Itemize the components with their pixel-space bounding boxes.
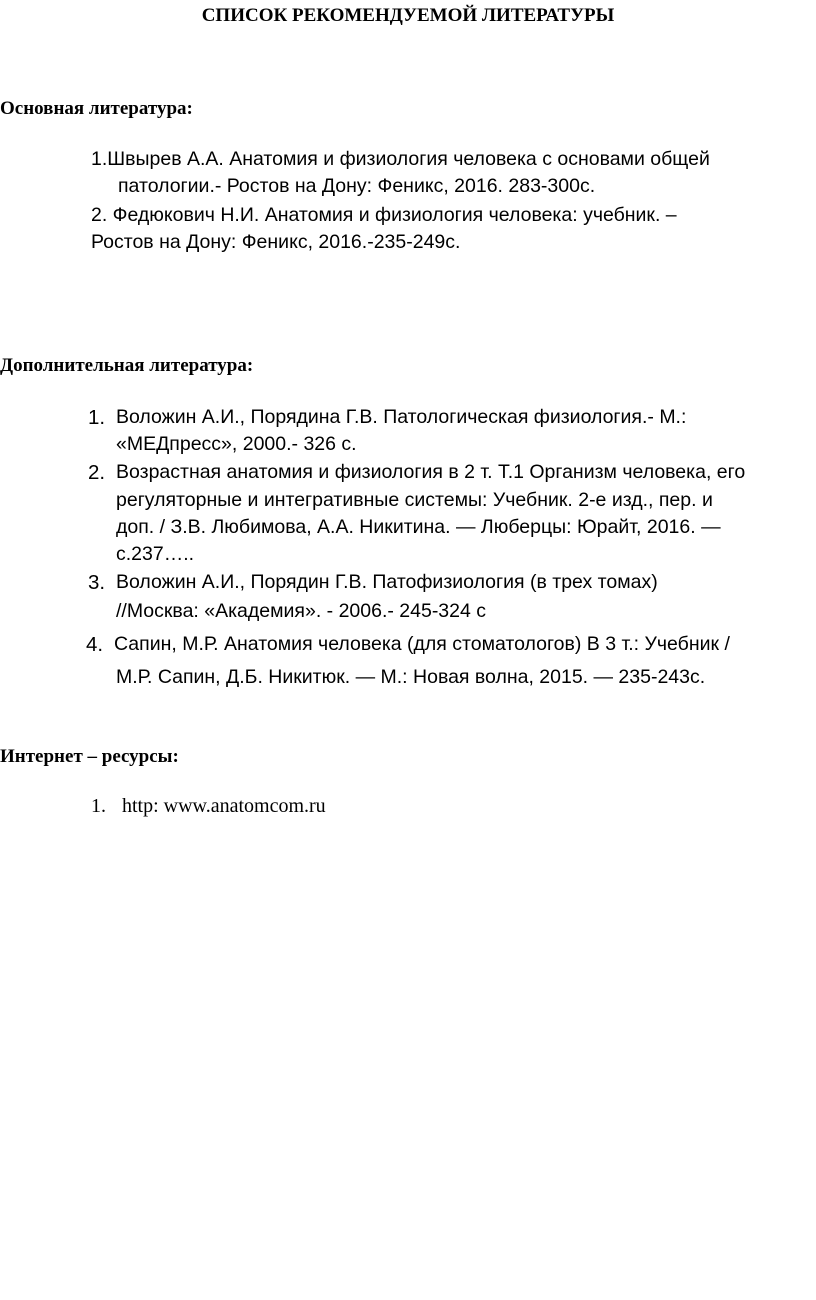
additional-item-1-line-2: «МЕДпресс», 2000.- 326 с. (116, 433, 357, 455)
internet-resources-heading: Интернет – ресурсы: (0, 746, 179, 767)
main-literature-heading: Основная литература: (0, 98, 193, 119)
main-item-2-line-1: 2. Федюкович Н.И. Анатомия и физиология человека: учебник. – (91, 204, 677, 226)
main-item-2-line-2: Ростов на Дону: Феникс, 2016.-235-249с. (91, 231, 461, 253)
additional-item-2-line-1: Возрастная анатомия и физиология в 2 т. Т.1 Организм человека, его (116, 461, 746, 483)
additional-item-2-line-3: доп. / З.В. Любимова, А.А. Никитина. — Люберцы: Юрайт, 2016. — (116, 516, 721, 538)
additional-item-2-line-2: регуляторные и интегративные системы: Учебник. 2-е изд., пер. и (116, 489, 713, 511)
additional-item-3-line-2: //Москва: «Академия». - 2006.- 245-324 с (116, 600, 487, 622)
additional-item-3-line-1: Воложин А.И., Порядин Г.В. Патофизиология (в трех томах) (116, 571, 658, 593)
additional-item-4-number: 4. (86, 633, 104, 656)
internet-item-1-number: 1. (91, 795, 106, 817)
additional-item-4-line-2: М.Р. Сапин, Д.Б. Никитюк. — М.: Новая волна, 2015. — 235-243с. (116, 666, 706, 688)
additional-literature-heading: Дополнительная литература: (0, 355, 254, 376)
additional-item-2-number: 2. (88, 461, 106, 484)
document-title: СПИСОК РЕКОМЕНДУЕМОЙ ЛИТЕРАТУРЫ (201, 5, 615, 26)
main-item-1-line-2: патологии.- Ростов на Дону: Феникс, 2016. 283-300с. (118, 175, 596, 197)
additional-item-2-line-4: с.237….. (116, 543, 195, 565)
additional-item-3-number: 3. (88, 571, 106, 594)
main-item-1-line-1: 1.Швырев А.А. Анатомия и физиология человека с основами общей (91, 148, 710, 170)
internet-item-1-link[interactable]: http: www.anatomcom.ru (122, 795, 326, 817)
additional-item-4-line-1: Сапин, М.Р. Анатомия человека (для стоматологов) В 3 т.: Учебник / (114, 633, 730, 655)
additional-item-1-number: 1. (88, 406, 106, 429)
additional-item-1-line-1: Воложин А.И., Порядина Г.В. Патологическая физиология.- М.: (116, 406, 687, 428)
